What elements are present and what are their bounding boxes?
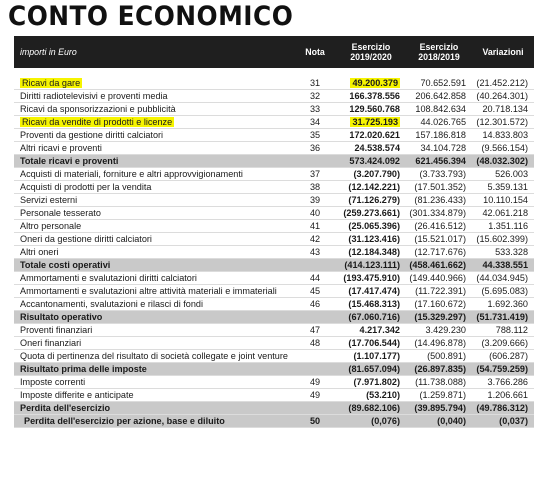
row-value-variation: (15.602.399) xyxy=(476,234,528,245)
row-value-variation: 1.351.116 xyxy=(488,221,528,232)
row-value-previous: (81.236.433) xyxy=(414,195,466,206)
row-value-variation: (5.695.083) xyxy=(481,286,528,297)
row-value-previous: (11.722.391) xyxy=(415,286,466,297)
row-nota: 31 xyxy=(309,78,321,89)
row-nota: 41 xyxy=(309,221,321,232)
row-nota: 38 xyxy=(309,182,321,193)
row-value-previous: 34.104.728 xyxy=(420,143,466,154)
row-value-variation: (48.032.302) xyxy=(476,156,528,167)
row-value-current: (12.184.348) xyxy=(348,247,400,258)
row-value-current: (31.123.416) xyxy=(348,234,400,245)
row-nota: 32 xyxy=(309,91,321,102)
row-nota xyxy=(294,155,336,168)
row-value-variation: 10.110.154 xyxy=(483,195,528,206)
row-label: Altro personale xyxy=(20,221,82,232)
row-value-variation: (21.452.212) xyxy=(476,78,528,89)
row-value-previous: 157.186.818 xyxy=(415,130,466,141)
table-total-row xyxy=(14,415,534,428)
row-value-previous: (26.897.835) xyxy=(414,364,466,375)
income-statement-table xyxy=(14,36,534,428)
table-row xyxy=(14,285,534,298)
row-nota: 34 xyxy=(309,117,321,128)
row-value-current: (414.123.111) xyxy=(344,260,400,271)
table-total-row xyxy=(14,259,534,272)
table-row xyxy=(14,324,534,337)
row-value-previous: (14.496.878) xyxy=(414,338,466,349)
row-value-current: (53.210) xyxy=(366,390,400,401)
row-nota: 46 xyxy=(309,299,321,310)
row-value-previous: 108.842.634 xyxy=(415,104,466,115)
table-row xyxy=(14,90,534,103)
row-label: Totale costi operativi xyxy=(20,260,111,271)
header-spacer xyxy=(14,68,534,77)
row-value-current: 24.538.574 xyxy=(354,143,400,154)
row-value-previous: (149.440.966) xyxy=(409,273,466,284)
row-label: Perdita dell'esercizio per azione, base e diluito xyxy=(24,416,225,427)
row-value-variation: (9.566.154) xyxy=(481,143,528,154)
table-row xyxy=(14,116,534,129)
row-nota: 40 xyxy=(309,208,321,219)
row-value-current: (25.065.396) xyxy=(348,221,400,232)
row-nota: 43 xyxy=(309,247,321,258)
row-value-current: 4.217.342 xyxy=(359,325,400,336)
row-value-variation: 533.328 xyxy=(495,247,528,258)
table-row xyxy=(14,337,534,350)
row-nota xyxy=(294,402,336,415)
row-value-previous: (17.501.352) xyxy=(414,182,466,193)
header-variations: Variazioni xyxy=(482,47,524,57)
row-value-variation: 1.692.360 xyxy=(487,299,528,310)
row-nota: 47 xyxy=(309,325,321,336)
row-nota: 49 xyxy=(309,377,321,388)
row-value-variation: (606.287) xyxy=(489,351,528,362)
table-row xyxy=(14,220,534,233)
table-row xyxy=(14,129,534,142)
row-label: Imposte differite e anticipate xyxy=(20,390,134,401)
table-row xyxy=(14,194,534,207)
table-row xyxy=(14,103,534,116)
table-total-row xyxy=(14,402,534,415)
row-value-current: (15.468.313) xyxy=(348,299,400,310)
row-label: Risultato prima delle imposte xyxy=(20,364,147,375)
row-value-previous: (1.259.871) xyxy=(419,390,466,401)
row-value-current: 172.020.621 xyxy=(349,130,400,141)
row-label: Ammortamenti e svalutazioni diritti calciatori xyxy=(20,273,197,284)
row-nota: 49 xyxy=(309,390,321,401)
row-value-variation: (54.759.259) xyxy=(476,364,528,375)
row-value-variation: 1.206.661 xyxy=(487,390,528,401)
table-row xyxy=(14,77,534,90)
row-label: Altri oneri xyxy=(20,247,59,258)
row-nota: 37 xyxy=(309,169,321,180)
row-value-current: (3.207.790) xyxy=(353,169,400,180)
row-value-previous: 44.026.765 xyxy=(420,117,466,128)
row-value-current: (17.706.544) xyxy=(348,338,400,349)
row-nota: 35 xyxy=(309,130,321,141)
row-value-variation: (51.731.419) xyxy=(476,312,528,323)
table-row xyxy=(14,181,534,194)
row-value-previous: 3.429.230 xyxy=(425,325,466,336)
table-row xyxy=(14,350,534,363)
row-value-previous: 621.456.394 xyxy=(415,156,466,167)
row-nota: 39 xyxy=(309,195,321,206)
row-value-current: (81.657.094) xyxy=(348,364,400,375)
row-label: Personale tesserato xyxy=(20,208,101,219)
row-value-variation: (12.301.572) xyxy=(476,117,528,128)
table-row xyxy=(14,298,534,311)
table-row xyxy=(14,272,534,285)
table-row xyxy=(14,142,534,155)
row-value-current: (0,076) xyxy=(371,416,400,427)
table-row xyxy=(14,376,534,389)
row-nota: 36 xyxy=(309,143,321,154)
row-label: Acquisti di materiali, forniture e altri approvvigionamenti xyxy=(20,169,243,180)
table-row xyxy=(14,233,534,246)
row-value-variation: 788.112 xyxy=(495,325,528,336)
row-label: Servizi esterni xyxy=(20,195,78,206)
row-label: Diritti radiotelevisivi e proventi media xyxy=(20,91,168,102)
row-label: Ammortamenti e svalutazioni altre attività materiali e immateriali xyxy=(20,286,277,297)
row-nota: 45 xyxy=(309,286,321,297)
row-label xyxy=(14,77,294,90)
row-label xyxy=(14,116,294,129)
row-value-current: (89.682.106) xyxy=(348,403,400,414)
row-nota: 44 xyxy=(309,273,321,284)
row-value-current: 129.560.768 xyxy=(349,104,400,115)
row-value-variation: 5.359.131 xyxy=(487,182,528,193)
row-value-previous: (17.160.672) xyxy=(414,299,466,310)
table-total-row xyxy=(14,155,534,168)
row-label: Oneri da gestione diritti calciatori xyxy=(20,234,152,245)
row-value-current: (259.273.661) xyxy=(343,208,400,219)
row-value-previous: (458.461.662) xyxy=(409,260,466,271)
row-nota xyxy=(294,363,336,376)
row-value-current: (1.107.177) xyxy=(353,351,400,362)
table-row xyxy=(14,246,534,259)
row-nota xyxy=(294,259,336,272)
row-label: Proventi da gestione diritti calciatori xyxy=(20,130,164,141)
row-nota: 42 xyxy=(309,234,321,245)
row-value-current: (67.060.716) xyxy=(348,312,400,323)
row-value-previous: (11.738.088) xyxy=(415,377,466,388)
row-value-previous: (26.416.512) xyxy=(414,221,466,232)
row-value-previous: (3.733.793) xyxy=(419,169,466,180)
row-label: Ricavi da sponsorizzazioni e pubblicità xyxy=(20,104,176,115)
row-label: Oneri finanziari xyxy=(20,338,82,349)
row-value-current: (193.475.910) xyxy=(343,273,400,284)
row-label: Totale ricavi e proventi xyxy=(20,156,119,167)
row-nota xyxy=(294,350,336,363)
row-nota: 33 xyxy=(309,104,321,115)
row-value-current: 573.424.092 xyxy=(349,156,400,167)
row-value-previous: 206.642.858 xyxy=(415,91,466,102)
row-value-previous: (0,040) xyxy=(437,416,466,427)
table-total-row xyxy=(14,363,534,376)
row-value-previous: (15.329.297) xyxy=(414,312,466,323)
header-year-previous: Esercizio 2018/2019 xyxy=(418,42,460,62)
table-row xyxy=(14,389,534,402)
row-value-previous: (12.717.676) xyxy=(414,247,466,258)
table-header-row xyxy=(14,36,534,68)
highlighted-value: 49.200.379 xyxy=(352,78,398,89)
row-value-previous: (15.521.017) xyxy=(414,234,466,245)
row-value-previous: 70.652.591 xyxy=(420,78,466,89)
row-value-variation: 14.833.803 xyxy=(482,130,528,141)
header-year-current: Esercizio 2019/2020 xyxy=(350,42,392,62)
row-value-previous: (301.334.879) xyxy=(409,208,466,219)
row-value-variation: (0,037) xyxy=(499,416,528,427)
row-label: Perdita dell'esercizio xyxy=(20,403,111,414)
table-row xyxy=(14,207,534,220)
row-value-variation: 20.718.134 xyxy=(482,104,528,115)
highlighted-label: Ricavi da gare xyxy=(22,78,81,89)
row-nota: 50 xyxy=(309,416,321,427)
row-value-current: 166.378.556 xyxy=(349,91,400,102)
row-label: Proventi finanziari xyxy=(20,325,93,336)
highlighted-value: 31.725.193 xyxy=(352,117,398,128)
row-label: Quota di pertinenza del risultato di società collegate e joint venture xyxy=(20,351,288,362)
row-value-variation: (40.264.301) xyxy=(476,91,528,102)
row-value-current: (71.126.279) xyxy=(348,195,400,206)
row-value-current: (7.971.802) xyxy=(353,377,400,388)
row-nota xyxy=(294,311,336,324)
table-row xyxy=(14,168,534,181)
row-value-current xyxy=(336,116,406,129)
row-label: Acquisti di prodotti per la vendita xyxy=(20,182,152,193)
row-label: Imposte correnti xyxy=(20,377,86,388)
row-value-current: (12.142.221) xyxy=(348,182,400,193)
row-label: Accantonamenti, svalutazioni e rilasci di fondi xyxy=(20,299,203,310)
highlighted-label: Ricavi da vendite di prodotti e licenze xyxy=(22,117,173,128)
header-nota: Nota xyxy=(305,47,325,57)
row-value-variation: (49.786.312) xyxy=(476,403,528,414)
row-value-variation: (3.209.666) xyxy=(481,338,528,349)
row-value-previous: (39.895.794) xyxy=(414,403,466,414)
row-value-variation: (44.034.945) xyxy=(476,273,528,284)
row-value-previous: (500.891) xyxy=(427,351,466,362)
row-nota: 48 xyxy=(309,338,321,349)
row-value-variation: 526.003 xyxy=(495,169,528,180)
row-value-current xyxy=(336,77,406,90)
header-label: importi in Euro xyxy=(20,47,77,57)
row-value-variation: 3.766.286 xyxy=(487,377,528,388)
page-title: CONTO ECONOMICO xyxy=(8,1,294,32)
table-total-row xyxy=(14,311,534,324)
row-label: Altri ricavi e proventi xyxy=(20,143,102,154)
row-value-variation: 44.338.551 xyxy=(482,260,528,271)
row-value-current: (17.417.474) xyxy=(348,286,400,297)
row-label: Risultato operativo xyxy=(20,312,103,323)
row-value-variation: 42.061.218 xyxy=(482,208,528,219)
